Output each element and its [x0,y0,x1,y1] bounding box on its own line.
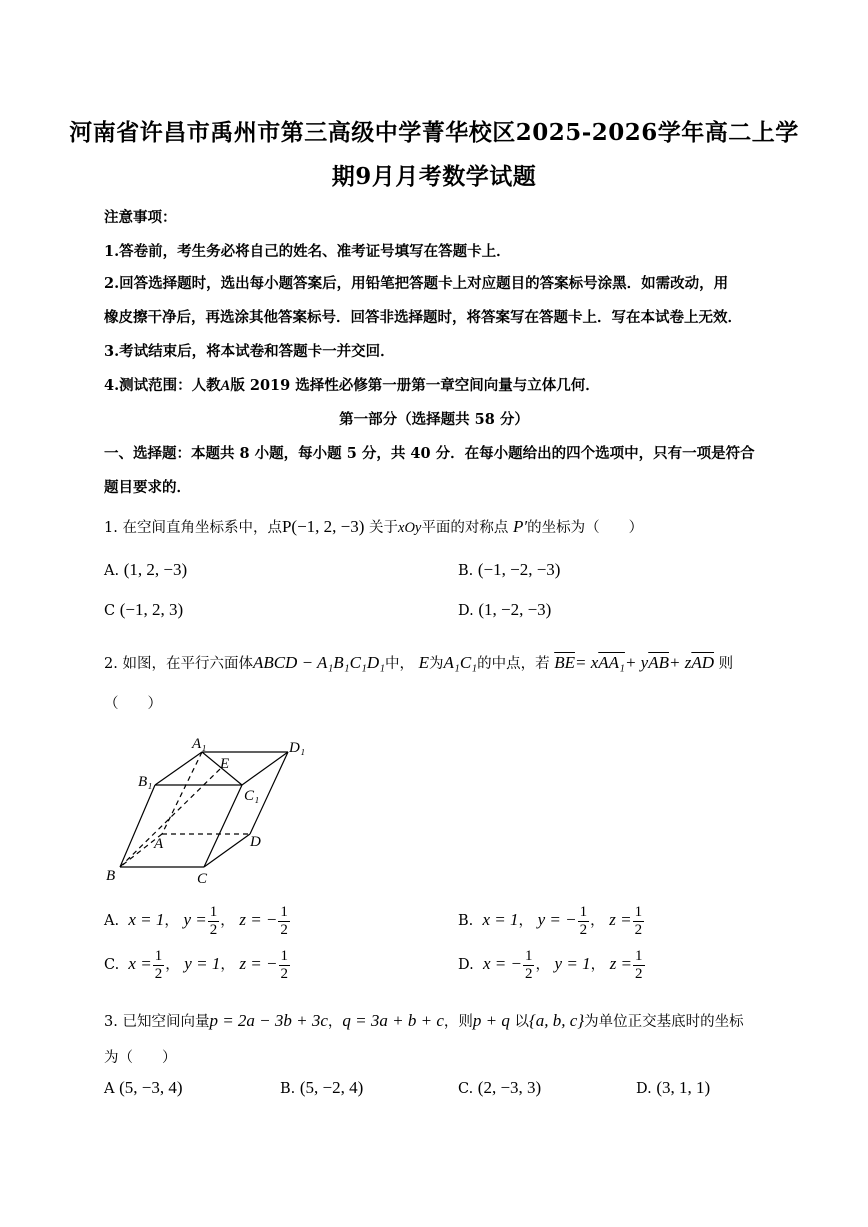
question-2-stem: 2. 如图，在平行六面体ABCD − A₁B₁C₁D₁中， E为A₁C₁的中点，若 $\overline{BE}= xAA_1+ y\overline{AB}+ z\overline{AD}$ 则 [104,653,734,672]
q2-option-a: A. x = 1， y = $\frac{1}{2}$ ， z = − $\frac{1}{2}$ [104,904,288,938]
label-b: B [106,868,116,884]
section1-line2: 题目要求的． [104,479,191,496]
q2-option-b: B. x = 1， y = − $\frac{1}{2}$ ， z = $\frac{1}{2}$ [458,904,643,938]
label-a: A [154,836,164,852]
label-b1: B₁ [138,774,153,790]
q2-option-c: C. x = $\frac{1}{2}$ ， y = 1， z = − $\frac{1}{2}$ [104,948,288,982]
q3-option-b: B. (5, −2, 4) [280,1078,364,1097]
label-a1: A₁ [192,736,207,752]
label-d: D [250,834,261,850]
notice-item-4: 4.测试范围：人教A版 2019 选择性必修第一册第一章空间向量与立体几何． [104,377,600,394]
q1-option-c: C (−1, 2, 3) [104,600,184,619]
q3-option-c: C. (2, −3, 3) [458,1078,542,1097]
notice-item-1: 1.答卷前，考生务必将自己的姓名、准考证号填写在答题卡上． [104,243,511,260]
q1-option-a: A. (1, 2, −3) [104,560,188,579]
label-c1: C₁ [244,788,260,804]
label-c: C [197,871,208,887]
notice-item-3: 3.考试结束后，将本试卷和答题卡一并交回． [104,343,395,360]
q1-option-b: B. (−1, −2, −3) [458,560,561,579]
label-d1: D₁ [289,740,306,756]
notice-heading: 注意事项： [104,209,177,226]
exam-title-line2: 期9月月考数学试题 [331,163,537,190]
q1-option-d: D. (1, −2, −3) [458,600,552,619]
question-3-stem: 3. 已知空间向量p = 2a − 3b + 3c，q = 3a + b + c，则p + q 以{a, b, c}为单位正交基底时的坐标 [104,1011,744,1030]
section1-line1: 一、选择题：本题共 8 小题，每小题 5 分，共 40 分．在每小题给出的四个选项中，只有一项是符合 [104,445,755,462]
q3-option-d: D. (3, 1, 1) [636,1078,711,1097]
question-3-line2: 为（ ） [104,1050,177,1066]
q3-option-a: A (5, −3, 4) [104,1078,183,1097]
part1-heading: 第一部分（选择题共 58 分） [339,411,529,428]
parallelepiped-figure [100,730,320,890]
notice-item-2-cont: 橡皮擦干净后，再选涂其他答案标号．回答非选择题时，将答案写在答题卡上．写在本试卷上无效． [104,309,742,326]
point-p: P(−1, 2, −3) [281,517,365,536]
exam-title-line1: 河南省许昌市禹州市第三高级中学菁华校区2025-2026学年高二上学 [69,119,799,146]
question-2-bracket: （ ） [104,696,162,712]
question-1-stem: 1. 在空间直角坐标系中，点P(−1, 2, −3) 关于xOy平面的对称点 P′的坐标为（ ） [104,517,644,536]
label-e: E [220,756,230,772]
q2-option-d: D. x = − $\frac{1}{2}$ ， y = 1， z = $\frac{1}{2}$ [458,948,643,982]
notice-item-2: 2.回答选择题时，选出每小题答案后，用铅笔把答题卡上对应题目的答案标号涂黑．如需改动，用 [104,275,729,292]
